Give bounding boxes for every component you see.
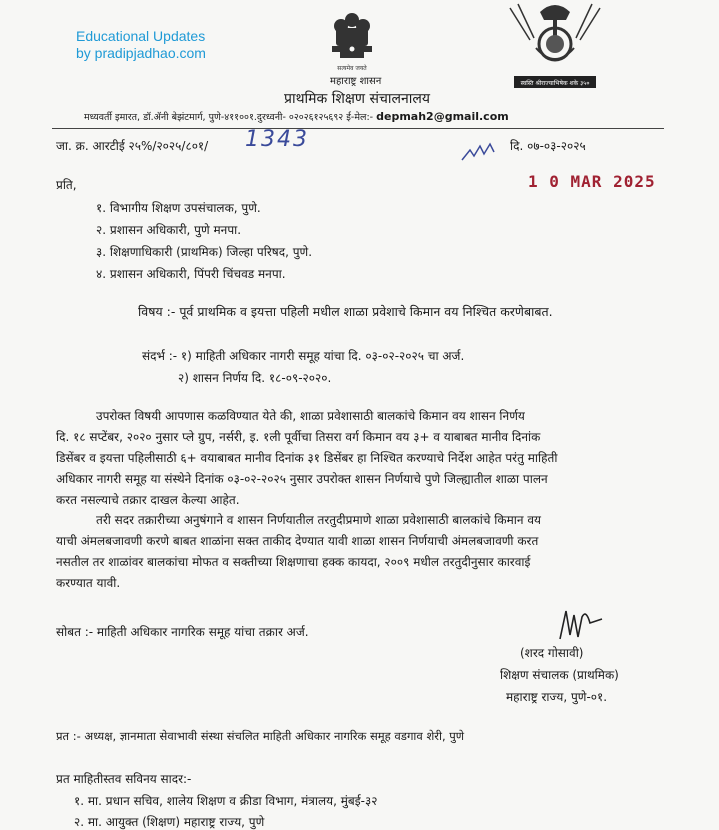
signatory-place: महाराष्ट्र राज्य, पुणे-०१. [506, 690, 608, 704]
emblem-motto: सत्यमेव जयते [337, 65, 367, 72]
para1-line: डिसेंबर व इयत्ता पहिलीसाठी ६+ वयाबाबत मानीव दिनांक ३१ डिसेंबर हा निश्चित करण्याचे निर्देश आहेत परंतु माहिती [56, 451, 558, 465]
para1-line: करत नसल्याचे तक्रार दाखल केल्या आहेत. [56, 493, 240, 507]
reference-2: २) शासन निर्णय दि. १८-०९-२०२०. [178, 371, 332, 385]
recipient-4: ४. प्रशासन अधिकारी, पिंपरी चिंचवड मनपा. [96, 267, 286, 281]
recipients-heading: प्रति, [56, 178, 77, 192]
signature-icon [552, 605, 612, 647]
letterhead-divider [52, 128, 664, 129]
recipient-1: १. विभागीय शिक्षण उपसंचालक, पुणे. [96, 201, 261, 215]
watermark [76, 28, 206, 62]
copy-info-heading: प्रत माहितीस्तव सविनय सादर:- [56, 772, 192, 786]
seal-text: स्वस्ति श्रीराज्याभिषेक शके ३५० [520, 80, 590, 87]
office-address [84, 110, 509, 123]
para2-line: नसतील तर शाळांवर बालकांचा मोफत व सक्तीच्या शिक्षणाचा हक्क कायदा, २००९ मधील तरतुदीनुसार कारवाई [56, 555, 531, 569]
copy-to-line: प्रत :- अध्यक्ष, ज्ञानमाता सेवाभावी संस्था संचलित माहिती अधिकार नागरिक समूह वडगाव शेरी, पुणे [56, 729, 465, 743]
watermark-line2: by pradipjadhao.com [76, 45, 206, 61]
body-paragraph-1 [56, 406, 668, 511]
para1-line: दि. १८ सप्टेंबर, २०२० नुसार प्ले ग्रुप, नर्सरी, इ. १ली पूर्वीचा तिसरा वर्ग किमान वय ३+ व याबाबत मानीव दिनांक [56, 430, 541, 444]
reference-1: संदर्भ :- १) माहिती अधिकार नागरी समूह यांचा दि. ०३-०२-२०२५ चा अर्ज. [142, 349, 465, 363]
copy-info-item-1: १. मा. प्रधान सचिव, शालेय शिक्षण व क्रीडा विभाग, मंत्रालय, मुंबई-३२ [74, 794, 378, 808]
signatory-name: (शरद गोसावी) [520, 646, 584, 660]
recipient-2: २. प्रशासन अधिकारी, पुणे मनपा. [96, 223, 242, 237]
email-link[interactable]: depmah2@gmail.com [376, 110, 509, 123]
copy-info-item-2: २. मा. आयुक्त (शिक्षण) महाराष्ट्र राज्य, पुणे [74, 815, 265, 829]
received-stamp: 1 0 MAR 2025 [528, 172, 656, 191]
para2-line: तरी सदर तक्रारीच्या अनुषंगाने व शासन निर्णयातील तरतुदीप्रमाणे शाळा प्रवेशासाठी बालकांचे किमान वय [96, 513, 541, 527]
state-name: महाराष्ट्र शासन [330, 76, 382, 87]
subject-line: विषय :- पूर्व प्राथमिक व इयत्ता पहिली मधील शाळा प्रवेशाचे किमान वय निश्चित करणेबाबत. [138, 304, 553, 319]
national-emblem-icon [322, 10, 382, 74]
para2-line: करण्यात यावी. [56, 576, 121, 590]
para1-line: उपरोक्त विषयी आपणास कळविण्यात येते की, शाळा प्रवेशासाठी बालकांचे किमान वय शासन निर्णय [96, 409, 525, 423]
reference-number: जा. क्र. आरटीई २५%/२०२५/८०१/ [56, 139, 209, 153]
body-paragraph-2 [56, 510, 668, 594]
handwritten-number: 1343 [245, 127, 309, 152]
address-text: मध्यवर्ती इमारत, डॉ.ॲनी बेझंटमार्ग, पुणे-४११००१.दुरध्वनी- ०२०२६१२५६९२ ई-मेल:- [84, 112, 377, 123]
office-name: प्राथमिक शिक्षण संचालनालय [284, 91, 430, 107]
recipient-3: ३. शिक्षणाधिकारी (प्राथमिक) जिल्हा परिषद, पुणे. [96, 245, 313, 259]
para1-line: अधिकार नागरी समूह या संस्थेने दिनांक ०३-०२-२०२५ नुसार उपरोक्त शासन निर्णयाचे पुणे जिल्ह्यातील शाळा पालन [56, 472, 548, 486]
initials-scribble-icon [460, 140, 500, 165]
watermark-line1: Educational Updates [76, 28, 206, 44]
letter-date: दि. ०७-०३-२०२५ [510, 139, 586, 153]
signatory-title: शिक्षण संचालक (प्राथमिक) [500, 668, 619, 682]
enclosure-line: सोबत :- माहिती अधिकार नागरिक समूह यांचा तक्रार अर्ज. [56, 625, 309, 639]
shivrajyabhishek-seal-icon [500, 0, 610, 96]
para2-line: याची अंमलबजावणी करणे बाबत शाळांना सक्त ताकीद देण्यात यावी शाळा शासन निर्णयाची अंमलबजावणी करत [56, 534, 539, 548]
